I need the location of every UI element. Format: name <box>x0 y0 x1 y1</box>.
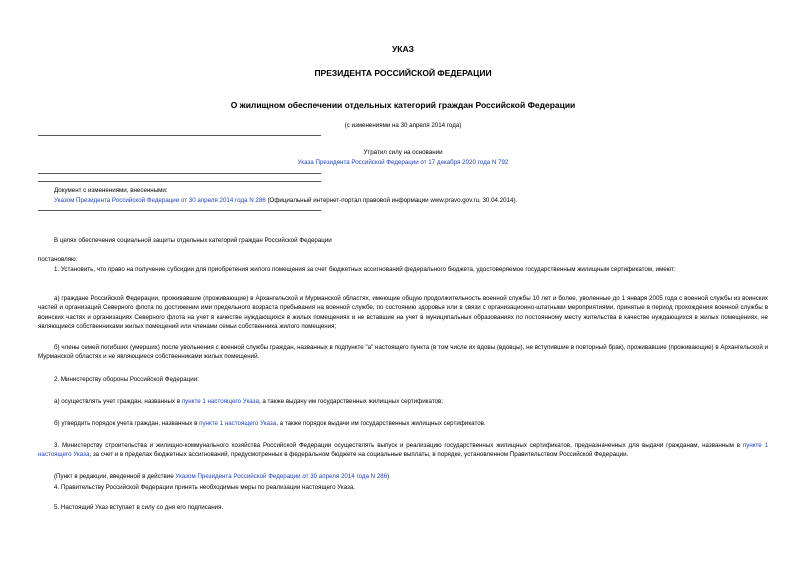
amending-decree-link[interactable]: Указом Президента Российской Федерации от 30 апреля 2014 года N 286 <box>54 197 266 204</box>
basis-decree-link[interactable]: Указа Президента Российской Федерации от 17 декабря 2020 года N 792 <box>297 159 509 166</box>
amending-decree-link[interactable]: Указом Президента Российской Федерации от 30 апреля 2014 года N 286 <box>175 473 388 480</box>
paragraph-1a: а) граждане Российской Федерации, проживавшие (проживающие) в Архангельской и Мурманской областях, имеющие общую продолжительность военной службы 10 лет и более, уволенные до 1 января 2005 года с военной службы из воинских частей и организаций Северного флота по достижении ими предельного возраста пребывания на военной службе, по состоянию здоровья или в связи с организационно-штатными мероприятиями, принятые в период прохождения военной службы в воинских частях и организациях Северного флота на учет в качестве нуждающихся в жилых помещениях и не вставшие на учет в муниципальных образованиях по постоянному месту жительства в качестве нуждающихся в жилых помещениях, не являющиеся собственниками жилых помещений или членами семьи собственника жилого помещения; <box>38 295 768 331</box>
revision-note: (с изменениями на 30 апреля 2014 года) <box>344 122 462 129</box>
paragraph-2: 2. Министерству обороны Российской Федерации: <box>54 376 199 383</box>
resolve-word: постановляю: <box>38 256 78 263</box>
paragraph-1b: б) члены семей погибших (умерших) после увольнения с военной службы граждан, названных в подпункте "а" настоящего пункта (в том числе их вдовы (вдовцы), не вступившие в повторный брак), проживавшие (проживающие) в Архангельской и Мурманской областях и не являющиеся собственниками жилых помещений. <box>38 344 768 361</box>
paragraph-1: 1. Установить, что право на получение субсидии для приобретения жилого помещения за счет бюджетных ассигнований федерального бюджета, удостоверяемое государственным жилищным сертификатом, имеют: <box>54 266 676 273</box>
amendments-label: Документ с изменениями, внесенными: <box>54 187 168 194</box>
paragraph-3: 3. Министерству строительства и жилищно-коммунального хозяйства Российской Федерации осуществлять выпуск и реализацию государственных жилищных сертификатов, предназначенных для выдачи гражданам, названным в пункте 1 настоящего Указа, за счет и в пределах бюджетных ассигнований, предусмотренных в федеральном бюджете на социальные выплаты, в порядке, установленном Правительством Российской Федерации. <box>38 442 768 459</box>
paragraph-3-note: (Пункт в редакции, введенной в действие Указом Президента Российской Федерации от 30 апреля 2014 года N 286) <box>54 473 390 480</box>
lost-force-note: Утратил силу на основании <box>363 149 443 156</box>
point-1-link[interactable]: пункте 1 настоящего Указа <box>38 442 768 459</box>
paragraph-5: 5. Настоящий Указ вступает в силу со дня его подписания. <box>54 504 224 511</box>
amendments-source: (Официальный интернет-портал правовой информации www.pravo.gov.ru, 30.04.2014). <box>265 197 518 204</box>
amendments-line <box>54 196 517 205</box>
divider <box>38 181 321 182</box>
paragraph-2a: а) осуществлять учет граждан, названных в пункте 1 настоящего Указа, а также выдачу им государственных жилищных сертификатов; <box>54 398 444 405</box>
divider <box>38 135 321 136</box>
preamble: В целях обеспечения социальной защиты отдельных категорий граждан Российской Федерации <box>54 237 332 244</box>
decree-heading: УКАЗ <box>392 44 414 54</box>
document-title: О жилищном обеспечении отдельных категорий граждан Российской Федерации <box>230 100 576 110</box>
divider <box>38 210 321 211</box>
divider <box>38 173 321 174</box>
point-1-link[interactable]: пункте 1 настоящего Указа <box>199 420 277 427</box>
paragraph-4: 4. Правительству Российской Федерации принять необходимые меры по реализации настоящего Указа. <box>54 484 356 491</box>
president-heading: ПРЕЗИДЕНТА РОССИЙСКОЙ ФЕДЕРАЦИИ <box>314 68 492 78</box>
point-1-link[interactable]: пункте 1 настоящего Указа <box>181 398 259 405</box>
paragraph-2b: б) утвердить порядок учета граждан, названных в пункте 1 настоящего Указа, а также порядок выдачи им государственных жилищных сертификатов. <box>54 420 486 427</box>
